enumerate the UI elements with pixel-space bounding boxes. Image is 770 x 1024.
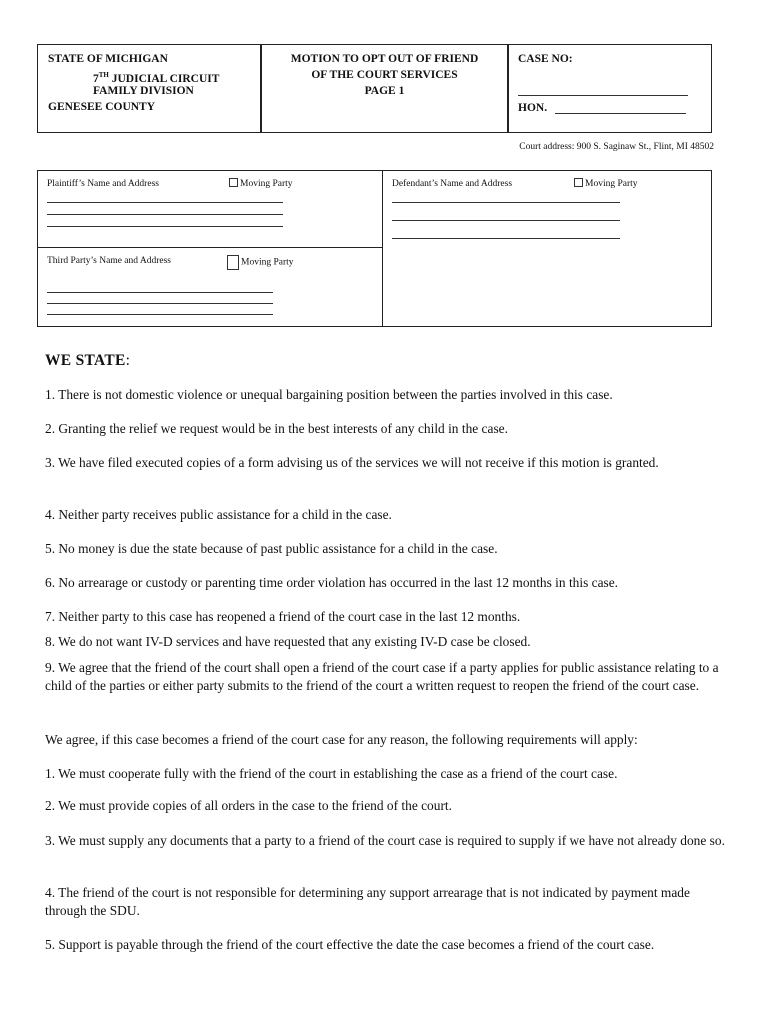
- parties-divider: [382, 171, 383, 326]
- third-party-moving-party-checkbox[interactable]: [227, 255, 239, 270]
- plaintiff-moving-party[interactable]: Moving Party: [229, 179, 293, 189]
- plaintiff-moving-party-checkbox[interactable]: [229, 178, 238, 187]
- plaintiff-address-line-3[interactable]: [47, 226, 283, 227]
- statement-8: 8. We do not want IV-D services and have requested that any existing IV-D case be closed.: [45, 634, 531, 649]
- third-party-address-line-2[interactable]: [47, 303, 273, 304]
- third-party-label: Third Party’s Name and Address: [47, 256, 172, 266]
- plaintiff-label: Plaintiff’s Name and Address: [47, 179, 159, 189]
- court-division: FAMILY DIVISION: [93, 85, 194, 97]
- form-title-box: [261, 44, 508, 133]
- case-info-box: [508, 44, 712, 133]
- court-county: GENESEE COUNTY: [48, 101, 156, 113]
- defendant-address-line-2[interactable]: [392, 220, 620, 221]
- parties-box: [37, 170, 712, 327]
- plaintiff-address-line-1[interactable]: [47, 202, 283, 203]
- form-title-line1: MOTION TO OPT OUT OF FRIEND: [290, 53, 479, 65]
- third-party-address-line-3[interactable]: [47, 314, 273, 315]
- court-circuit: 7TH JUDICIAL CIRCUIT: [93, 71, 220, 85]
- agree-intro: We agree, if this case becomes a friend of the court case for any reason, the following requirements will apply:: [45, 732, 638, 747]
- defendant-label: Defendant’s Name and Address: [392, 179, 513, 189]
- defendant-moving-party-checkbox[interactable]: [574, 178, 583, 187]
- form-title-line2: OF THE COURT SERVICES: [311, 69, 458, 81]
- requirement-2: 2. We must provide copies of all orders in the case to the friend of the court.: [45, 798, 452, 813]
- statement-2: 2. Granting the relief we request would be in the best interests of any child in the case.: [45, 421, 508, 436]
- third-party-moving-party[interactable]: Moving Party: [227, 255, 294, 270]
- third-party-divider: [38, 247, 383, 248]
- statement-3: 3. We have filed executed copies of a form advising us of the services we will not receive if this motion is granted.: [45, 455, 659, 470]
- requirement-3: 3. We must supply any documents that a party to a friend of the court case is required to supply if we have not already done so.: [45, 833, 725, 848]
- court-address: Court address: 900 S. Saginaw St., Flint, MI 48502: [519, 142, 714, 152]
- requirement-1: 1. We must cooperate fully with the friend of the court in establishing the case as a friend of the court case.: [45, 766, 618, 781]
- statement-6: 6. No arrearage or custody or parenting time order violation has occurred in the last 12 months in this case.: [45, 575, 619, 590]
- court-state: STATE OF MICHIGAN: [48, 53, 168, 65]
- defendant-address-line-3[interactable]: [392, 238, 620, 239]
- statement-9: 9. We agree that the friend of the court shall open a friend of the court case if a party applies for public assistance relating to a child of the parties or either party submits to the friend of the court a written request to reopen the friend of the court case.: [45, 660, 719, 693]
- requirement-4: 4. The friend of the court is not responsible for determining any support arrearage that is not indicated by payment made through the SDU.: [45, 885, 690, 918]
- form-page-number: PAGE 1: [364, 85, 405, 97]
- court-info-box: [37, 44, 261, 133]
- requirement-5: 5. Support is payable through the friend of the court effective the date the case becomes a friend of the court case.: [45, 937, 655, 952]
- statement-1: 1. There is not domestic violence or unequal bargaining position between the parties involved in this case.: [45, 387, 613, 402]
- plaintiff-address-line-2[interactable]: [47, 214, 283, 215]
- case-no-field[interactable]: [518, 95, 688, 96]
- defendant-moving-party[interactable]: Moving Party: [574, 179, 638, 189]
- defendant-address-line-1[interactable]: [392, 202, 620, 203]
- statement-4: 4. Neither party receives public assistance for a child in the case.: [45, 507, 392, 522]
- judge-field[interactable]: [555, 113, 686, 114]
- third-party-address-line-1[interactable]: [47, 292, 273, 293]
- we-state-heading: WE STATE:: [45, 352, 131, 369]
- statement-5: 5. No money is due the state because of past public assistance for a child in the case.: [45, 541, 498, 556]
- hon-label: HON.: [518, 102, 548, 114]
- statement-7: 7. Neither party to this case has reopened a friend of the court case in the last 12 months.: [45, 609, 521, 624]
- case-no-label: CASE NO:: [518, 53, 573, 65]
